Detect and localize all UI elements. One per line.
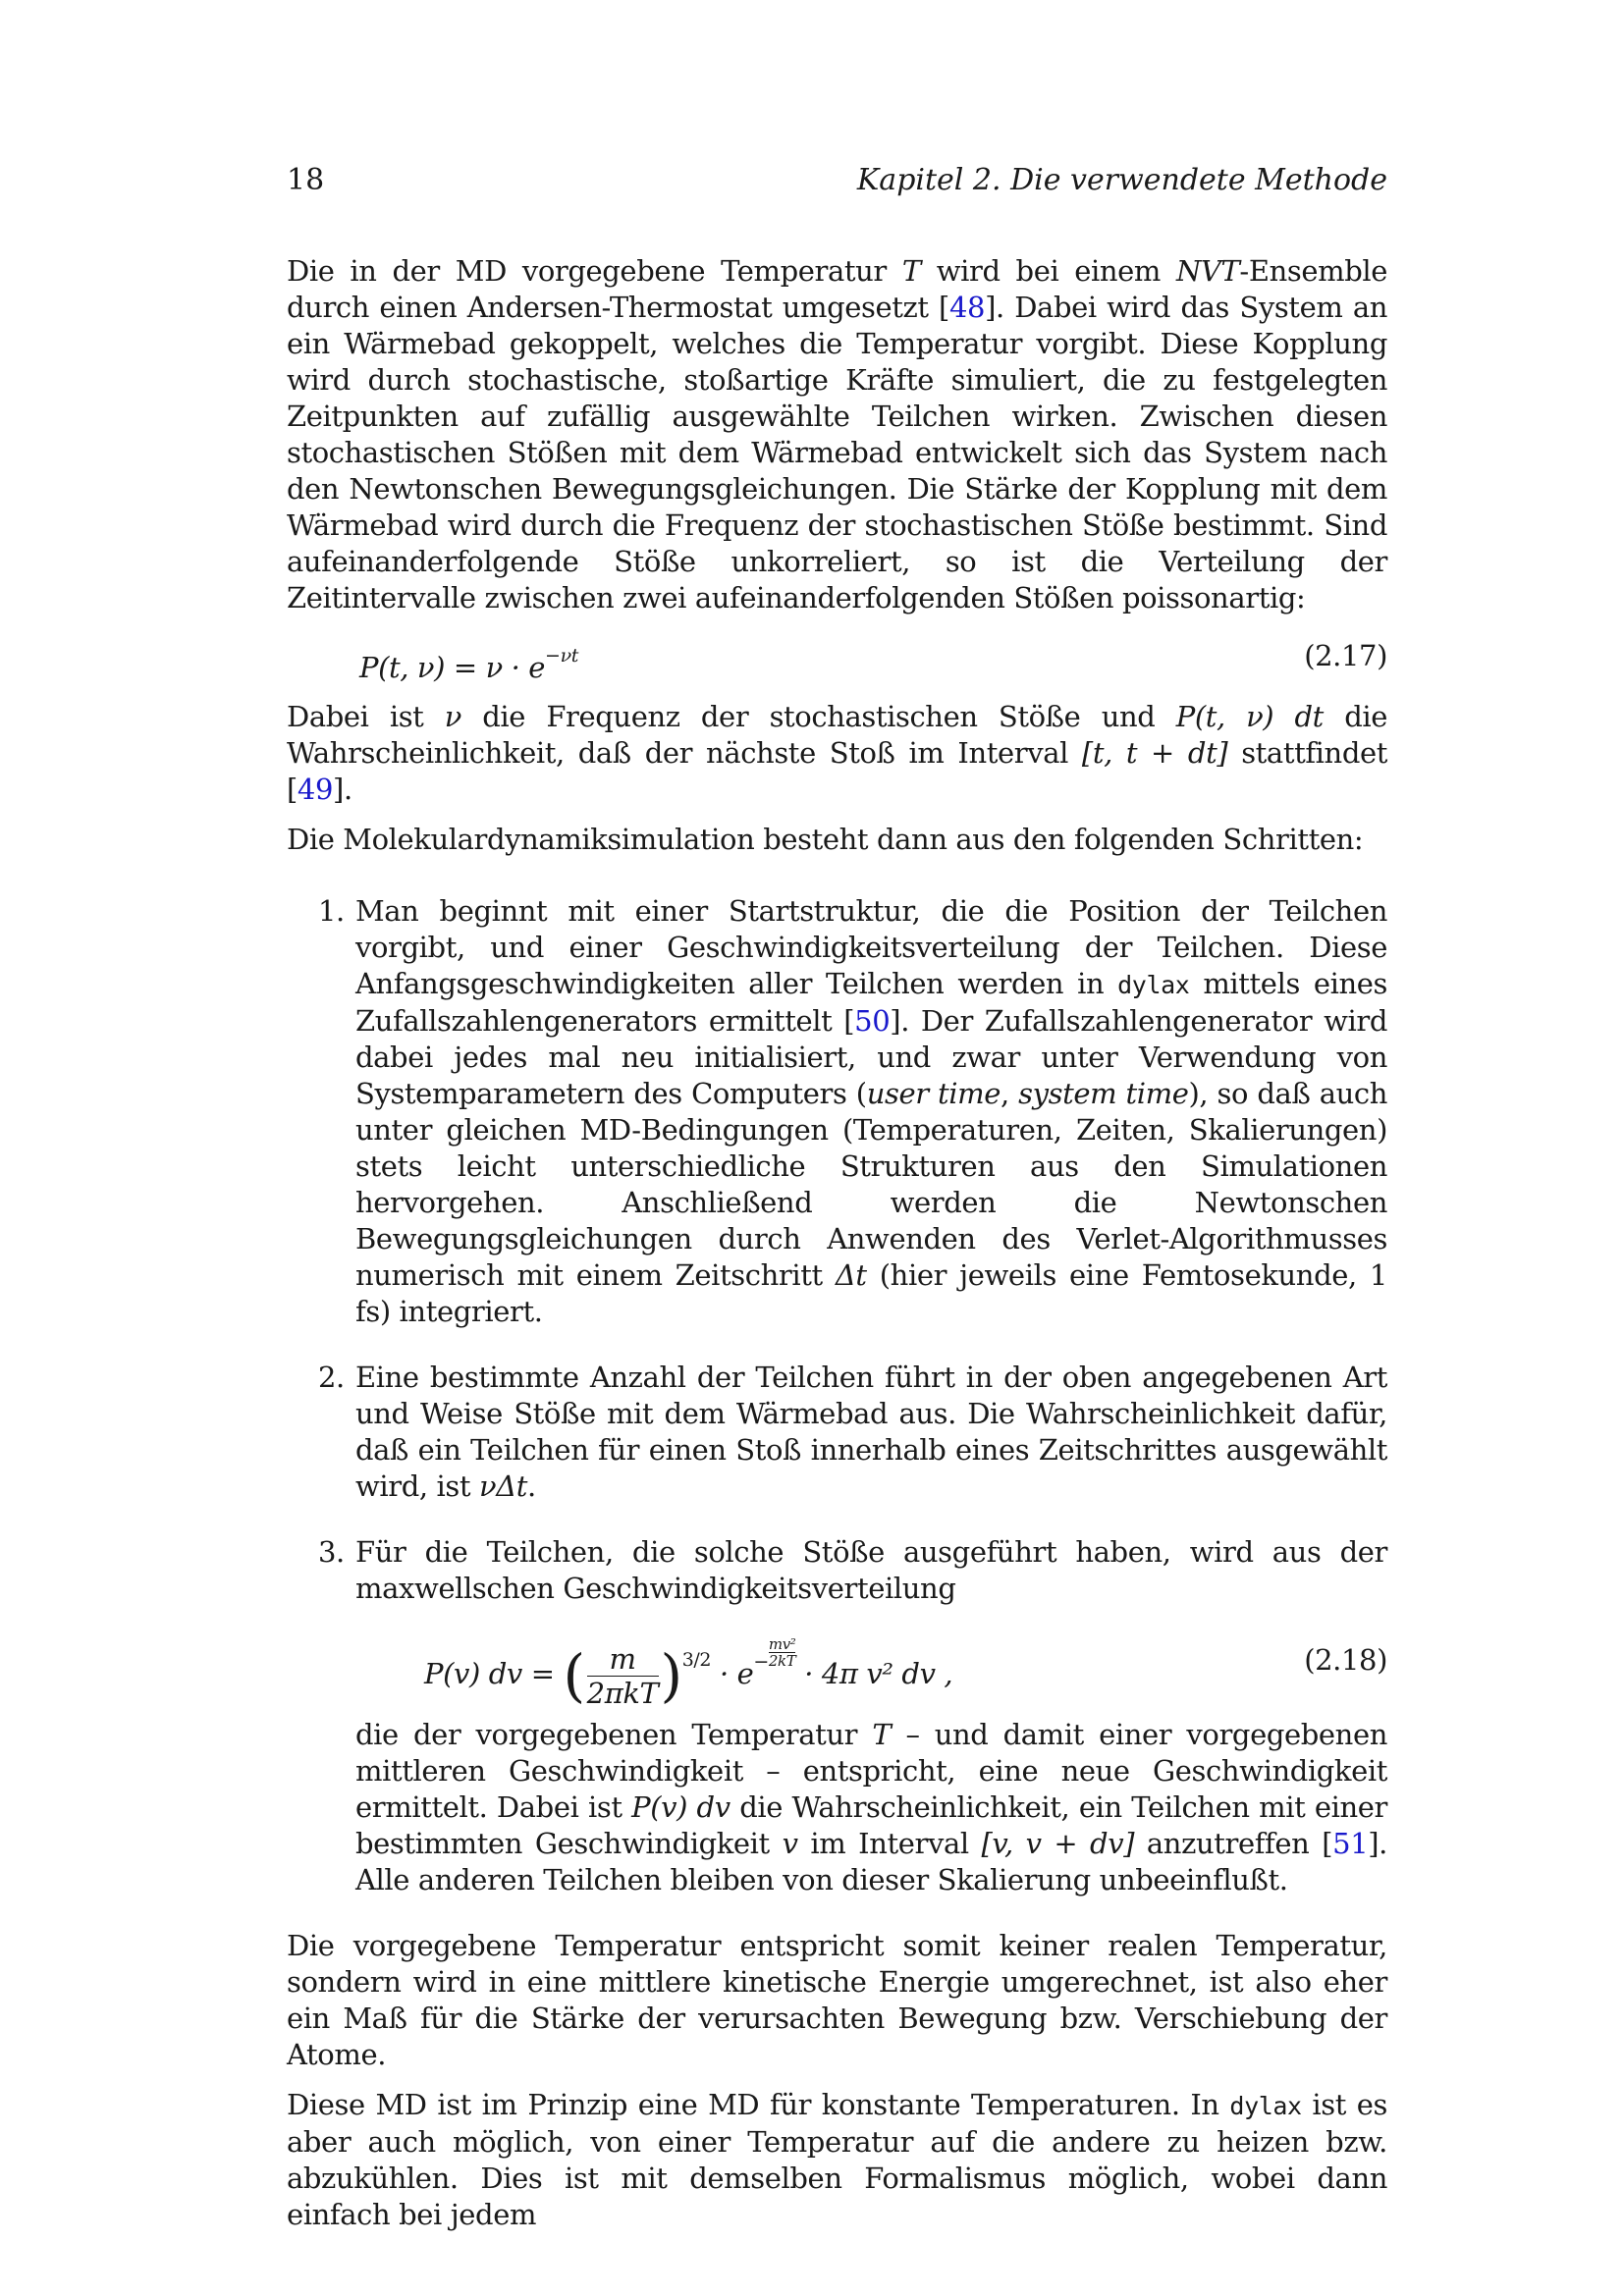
- list-marker: 3.: [318, 1535, 345, 1569]
- text: die Wahrscheinlichkeit, ein Teilchen mit einer bestimmten Geschwindigkeit: [355, 1790, 1388, 1860]
- exponent-power: 3/2: [681, 1649, 712, 1671]
- text: ]. Dabei wird das System an ein Wärmebad gekoppelt, welches die Temperatur vorgibt. Diese Kopplung wird durch stochastische, stoßartige Kräfte simuliert, die zu festgelegten Zeitpunkten auf zufällig ausgewählte Teilchen wirken. Zwischen diesen stochastischen Stößen mit dem Wärmebad entwickelt sich das System nach den Newtonschen Bewegungsgleichungen. Die Stärke der Kopplung mit dem Wärmebad wird durch die Frequenz der stochastischen Stöße bestimmt. Sind aufeinanderfolgende Stöße unkorreliert, so ist die Verteilung der Zeitintervalle zwischen zwei aufeinanderfolgenden Stößen poissonartig:: [287, 291, 1387, 614]
- body-text: [287, 253, 1387, 2247]
- math-v: v: [782, 1827, 798, 1860]
- math-T: T: [872, 1718, 892, 1751]
- text: (hier jeweils eine Femtosekunde, 1 fs) integriert.: [355, 1258, 1387, 1328]
- fraction-denominator: 2πkT: [586, 1676, 659, 1710]
- text: Man beginnt mit einer Startstruktur, die die Position der Teilchen vorgibt, und einer Geschwindigkeitsverteilung der Teilchen. Diese Anfangsgeschwindigkeiten aller Teilchen werden in: [355, 894, 1387, 1000]
- math-nu-delta-t: νΔt: [479, 1469, 528, 1503]
- fraction-numerator: m: [587, 1642, 659, 1677]
- page-number: 18: [287, 163, 325, 197]
- math-delta-t: Δt: [835, 1258, 867, 1292]
- code-dylax: dylax: [1117, 971, 1190, 999]
- list-item: [287, 1534, 1387, 1898]
- text: ]. Alle anderen Teilchen bleiben von dieser Skalierung unbeeinflußt.: [355, 1827, 1387, 1896]
- equation-lhs: P(t, ν) = ν · e: [359, 651, 546, 684]
- citation-51[interactable]: 51: [1332, 1827, 1369, 1860]
- list-marker: 1.: [318, 894, 345, 928]
- paragraph-temperature: Die vorgegebene Temperatur entspricht somit keiner realen Temperatur, sondern wird in eine mittlere kinetische Energie umgerechnet, ist also eher ein Maß für die Stärke der verursachten Bewegung bzw. Verschiebung der Atome.: [287, 1929, 1387, 2071]
- citation-48[interactable]: 48: [948, 291, 986, 324]
- math-interval: [v, v + dv]: [981, 1827, 1135, 1860]
- math-ptnu: P(t, ν) dt: [1175, 700, 1324, 733]
- equation-body: [359, 630, 578, 693]
- equation-exponent: −νt: [545, 645, 578, 667]
- code-dylax: dylax: [1229, 2092, 1302, 2120]
- equation-body: [424, 1634, 952, 1710]
- text: die Frequenz der stochastischen Stöße und: [460, 700, 1176, 733]
- text: Eine bestimmte Anzahl der Teilchen führt in der oben angegebenen Art und Weise Stöße mit dem Wärmebad aus. Die Wahrscheinlichkeit dafür, daß ein Teilchen für einen Stoß innerhalb eines Zeitschrittes ausgewählt wird, ist: [355, 1361, 1387, 1503]
- math-T: T: [901, 254, 921, 288]
- text: stattfindet [: [287, 736, 1387, 806]
- text: ].: [333, 773, 352, 806]
- text: Diese MD ist im Prinzip eine MD für konstante Temperaturen. In: [287, 2088, 1230, 2121]
- text: -Ensemble durch einen Andersen-Thermostat umgesetzt [: [287, 254, 1388, 324]
- equation-number: (2.17): [1304, 639, 1387, 672]
- step-3-continuation: [355, 1717, 1387, 1898]
- math-nu: ν: [444, 700, 461, 733]
- exponent-fraction: [769, 1636, 796, 1669]
- paragraph-thermostat: [287, 253, 1387, 616]
- text: anzutreffen [: [1134, 1827, 1333, 1860]
- text-user-time: user time: [866, 1077, 1001, 1110]
- citation-50[interactable]: 50: [854, 1004, 891, 1038]
- text: ist es aber auch möglich, von einer Temperatur auf die andere zu heizen bzw. abzukühlen. Dies ist mit demselben Formalismus möglich, wobei dann einfach bei jedem: [287, 2088, 1387, 2231]
- step-2-text: [355, 1360, 1387, 1505]
- text: ), so daß auch unter gleichen MD-Bedingungen (Temperaturen, Zeiten, Skalierungen) stets leicht unterschiedliche Strukturen aus den Simulationen hervorgehen. Anschließend werden die Newtonschen Bewegungsgleichungen durch Anwenden des Verlet-Algorithmusses numerisch mit einem Zeitschritt: [355, 1077, 1388, 1292]
- text: – und damit einer vorgegebenen mittleren Geschwindigkeit – entspricht, eine neue Geschwindigkeit ermittelt. Dabei ist: [355, 1718, 1388, 1824]
- step-3-text: Für die Teilchen, die solche Stöße ausgeführt haben, wird aus der maxwellschen Geschwindigkeitsverteilung: [355, 1535, 1387, 1605]
- text: Dabei ist: [287, 700, 445, 733]
- list-item: [287, 1360, 1387, 1505]
- text: wird bei einem: [920, 254, 1176, 288]
- text: Die in der MD vorgegebene Temperatur: [287, 254, 902, 288]
- equation-lhs: P(v) dv =: [424, 1657, 564, 1690]
- equation-2-17: [287, 630, 1387, 684]
- steps-list: [287, 893, 1387, 1898]
- text: mittels eines Zufallszahlengenerators ermittelt [: [355, 967, 1387, 1038]
- step-1-text: [355, 893, 1387, 1330]
- text-system-time: system time: [1018, 1077, 1189, 1110]
- math-pvdv: P(v) dv: [631, 1790, 730, 1824]
- fraction: [587, 1642, 659, 1710]
- running-header: [287, 159, 1387, 202]
- text: die der vorgegebenen Temperatur: [355, 1718, 873, 1751]
- text: ,: [1000, 1077, 1019, 1110]
- paren-open: (: [563, 1642, 585, 1709]
- exponent-minus: −: [753, 1651, 769, 1673]
- paragraph-frequency: [287, 699, 1387, 808]
- citation-49[interactable]: 49: [297, 773, 334, 806]
- paragraph-steps-intro: Die Molekulardynamiksimulation besteht dann aus den folgenden Schritten:: [287, 823, 1364, 856]
- equation-exp-base: · e: [711, 1657, 754, 1690]
- chapter-title: Kapitel 2. Die verwendete Methode: [856, 163, 1387, 197]
- exponent-numerator: mv²: [768, 1635, 796, 1653]
- equation-number: (2.18): [1304, 1643, 1387, 1677]
- text: .: [527, 1469, 536, 1503]
- equation-rest: · 4π v² dv ,: [795, 1657, 953, 1690]
- equation-2-18: [355, 1613, 1387, 1710]
- math-interval: [t, t + dt]: [1081, 736, 1228, 770]
- math-nvt: NVT: [1175, 254, 1240, 288]
- list-item: [287, 893, 1387, 1330]
- exponent-denominator: 2kT: [768, 1652, 796, 1670]
- list-marker: 2.: [318, 1361, 345, 1394]
- paragraph-heating: [287, 2087, 1387, 2233]
- text: im Interval: [797, 1827, 982, 1860]
- text: die Wahrscheinlichkeit, daß der nächste Stoß im Interval: [287, 700, 1388, 770]
- text: ]. Der Zufallszahlengenerator wird dabei jedes mal neu initialisiert, und zwar unter Verwendung von Systemparametern des Computers (: [355, 1004, 1387, 1110]
- paren-close: ): [660, 1642, 682, 1709]
